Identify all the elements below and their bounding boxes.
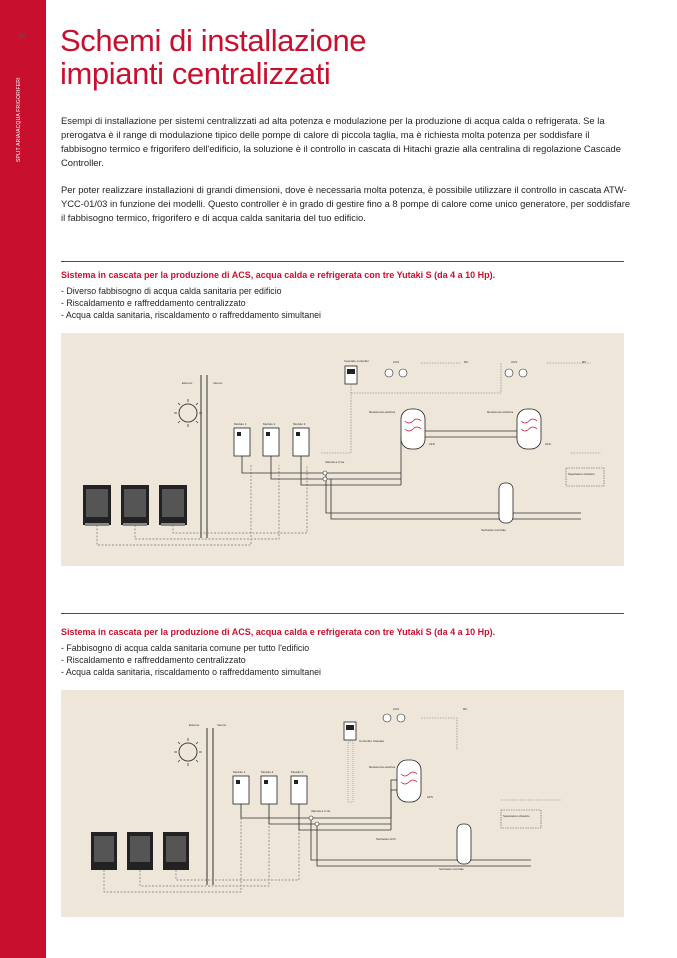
label-rc: RC <box>582 360 587 364</box>
label-tank: Serbatoio ACS <box>376 837 396 841</box>
label-module-3: Modulo 3 <box>291 770 304 774</box>
indoor-module <box>233 776 249 804</box>
list-item: - Diverso fabbisogno di acqua calda sanitaria per edificio <box>61 286 282 296</box>
list-item: - Acqua calda sanitaria, riscaldamento o raffreddamento simultanei <box>61 310 321 321</box>
sidebar-label <box>16 77 30 162</box>
indoor-module <box>293 428 309 456</box>
intro-paragraph-2: Per poter realizzare installazioni di grandi dimensioni, dove è necessaria molta potenza, è possibile utilizzare il controllo in cascata ATW-YCC-01/03 in funzione dei modelli. Questo controller è in grado di gestire fino a 8 pompe di calore come unico generatore, per soddisfare il fabbisogno termico, frigorifero e di acqua calda sanitaria del tuo edificio. <box>61 184 631 223</box>
label-resistance: Resistenza elettrica <box>369 765 396 769</box>
label-indoor: Interno <box>213 381 223 385</box>
list-item: - Fabbisogno di acqua calda sanitaria comune per tutto l'edificio <box>61 643 310 653</box>
label-module-2: Modulo 2 <box>263 422 276 426</box>
label-afs: AFS <box>427 795 433 799</box>
page-title <box>60 24 366 90</box>
indoor-module <box>291 776 307 804</box>
sun-icon <box>174 738 202 766</box>
separator-box <box>566 468 604 486</box>
outdoor-unit <box>121 485 149 526</box>
label-buffer: Serbatoio inerziale <box>439 867 464 871</box>
section-2-bullets <box>61 642 321 679</box>
label-buffer: Serbatoio inerziale <box>481 528 506 532</box>
label-module-3: Modulo 3 <box>293 422 306 426</box>
buffer-tank <box>457 824 471 864</box>
label-module-2: Modulo 2 <box>261 770 274 774</box>
diagram-2 <box>61 690 624 917</box>
buffer-tank <box>499 483 513 523</box>
indoor-module <box>234 428 250 456</box>
label-separator: Separatore idraulico <box>503 814 530 818</box>
label-controller: Controller Cascata <box>359 739 384 743</box>
page-number: 36 <box>18 33 26 40</box>
separator-box <box>501 810 541 828</box>
valve-icon <box>323 471 327 475</box>
thermostat-icon <box>383 714 405 722</box>
intro-paragraph-1: Esempi di installazione per sistemi centralizzati ad alta potenza e modulazione per la produzione di acqua calda o refrigerata. Se la prerogatva è il range di modulazione tipico delle pompe di calore di piccola taglia, ma è richiesta molta potenza per soddisfare il fabbisogno termico e frigorifero dell'edificio, la soluzione è il controllo in cascata di Hitachi grazie alla centralina di regolazione Cascade Controller. <box>61 115 621 168</box>
diagram-1 <box>61 333 624 566</box>
thermostat-icon <box>385 369 527 377</box>
cascade-controller <box>344 722 356 740</box>
label-module-1: Modulo 1 <box>233 770 246 774</box>
sun-icon <box>174 399 202 427</box>
valve-icon <box>323 477 327 481</box>
outdoor-unit <box>159 485 187 526</box>
label-outdoor: Esterno <box>182 381 193 385</box>
dhw-tank <box>397 760 421 802</box>
controller-screen <box>347 369 355 374</box>
page-title-line-1: Schemi di installazione <box>60 23 367 58</box>
dhw-tank <box>401 409 425 449</box>
section-1-rule <box>61 261 624 262</box>
valve-icon <box>309 816 313 820</box>
controller-screen <box>346 725 354 730</box>
section-2-rule <box>61 613 624 614</box>
control-wiring <box>421 718 561 800</box>
section-1-bullets <box>61 285 321 322</box>
sidebar-band <box>0 0 46 958</box>
label-resistance: Resistenza elettrica <box>487 410 514 414</box>
cascade-controller <box>345 366 357 384</box>
label-valve: Valvola a 3 vie <box>311 809 331 813</box>
label-module-1: Modulo 1 <box>234 422 247 426</box>
diagram-1-svg <box>61 333 624 566</box>
intro-text <box>61 114 631 238</box>
label-rc: RC <box>463 707 468 711</box>
label-rc: RC <box>464 360 469 364</box>
section-1-title: Sistema in cascata per la produzione di ACS, acqua calda e refrigerata con tre Yutaki S (da 4 a 10 Hp). <box>61 270 496 280</box>
dhw-tank <box>517 409 541 449</box>
label-afs: AFS <box>429 442 435 446</box>
list-item: - Riscaldamento e raffreddamento centralizzato <box>61 655 246 666</box>
label-valve: Valvola a 3 vie <box>325 460 345 464</box>
outdoor-unit <box>127 832 153 870</box>
diagram-2-svg <box>61 690 624 917</box>
label-separator: Separatore idraulico <box>568 472 595 476</box>
label-acs: ACS <box>393 707 400 711</box>
sidebar-label-text: SPLIT ARIA/ACQUA FRIGORIFERI <box>16 77 22 162</box>
label-resistance: Resistenza elettrica <box>369 410 396 414</box>
indoor-module <box>261 776 277 804</box>
list-item: - Acqua calda sanitaria, riscaldamento o raffreddamento simultanei <box>61 667 321 678</box>
label-afs: AFS <box>545 442 551 446</box>
outdoor-unit <box>83 485 111 526</box>
page-title-line-2: impianti centralizzati <box>60 56 331 91</box>
outdoor-unit <box>91 832 117 870</box>
outdoor-unit <box>163 832 189 870</box>
label-acs: ACS <box>511 360 518 364</box>
label-controller: Cascade controller <box>344 359 370 363</box>
indoor-module <box>263 428 279 456</box>
label-indoor: Interno <box>217 723 227 727</box>
water-pipes <box>241 780 531 866</box>
section-2-title: Sistema in cascata per la produzione di ACS, acqua calda e refrigerata con tre Yutaki S (da 4 a 10 Hp). <box>61 627 496 637</box>
control-wiring <box>321 363 601 453</box>
list-item: - Riscaldamento e raffreddamento centralizzato <box>61 298 246 309</box>
label-acs: ACS <box>393 360 400 364</box>
wiring-bundle <box>348 742 353 802</box>
valve-icon <box>315 822 319 826</box>
label-outdoor: Esterno <box>189 723 200 727</box>
